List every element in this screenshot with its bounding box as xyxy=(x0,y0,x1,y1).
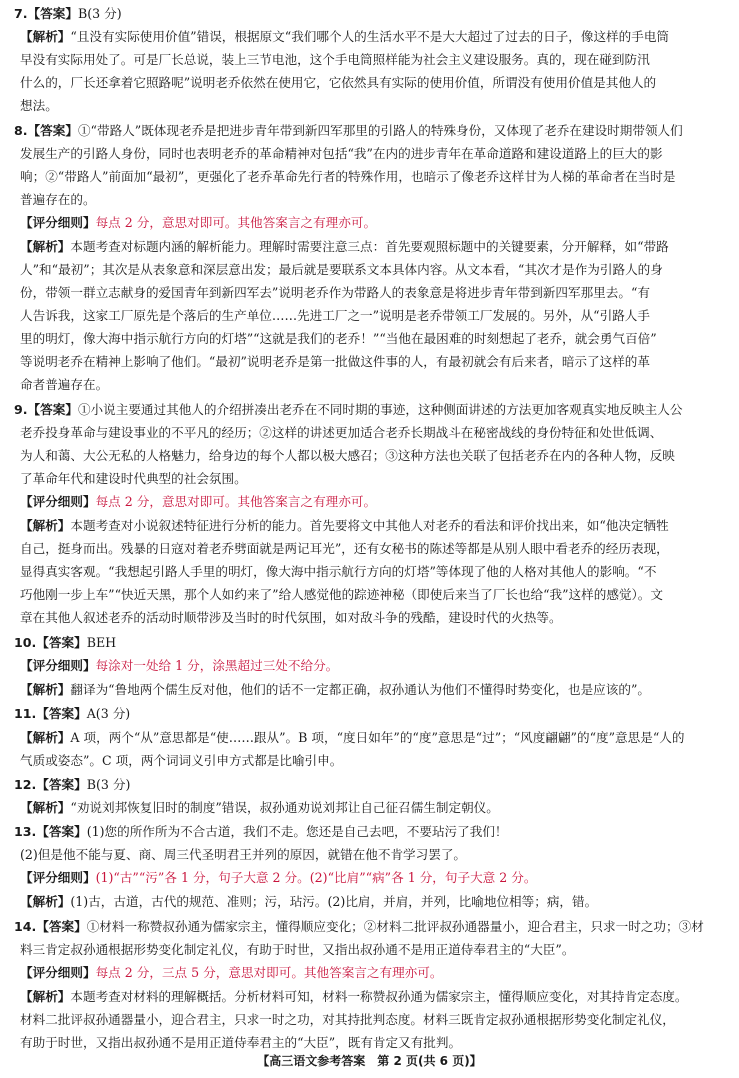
text-line xyxy=(0,750,739,772)
text-line xyxy=(0,679,739,701)
body-text: 人告诉我，这家工厂原先是个落后的生产单位……先进工厂之一”说明是老乔带领工厂发展的。另外，从“引路人手 xyxy=(20,308,650,323)
text-line xyxy=(0,891,739,913)
text-line xyxy=(0,143,739,165)
body-text: 老乔投身革命与建设事业的不平凡的经历；②这样的讲述更加适合老乔长期战斗在秘密战线的身份特征和处世低调、 xyxy=(20,425,663,440)
text-line xyxy=(0,703,739,725)
section-label: 【评分细则】 xyxy=(20,494,96,509)
scoring-rule-text: 每点 2 分，三点 5 分，意思对即可。其他答案言之有理亦可。 xyxy=(95,965,443,980)
body-text: 人”和“最初”；其次是从表象意和深层意出发；最后就是要联系文本具体内容。从文本看，“其次才是作为引路人的身 xyxy=(20,262,663,277)
body-text: “且没有实际使用价值”错误，根据原文“我们哪个人的生活水平不是大大超过了过去的日子，像这样的手电筒 xyxy=(70,29,670,44)
body-text: B(3 分) xyxy=(77,6,122,21)
scoring-rule-text: 每涂对一处给 1 分，涂黑超过三处不给分。 xyxy=(95,658,339,673)
body-text: (1)古，古道，古代的规范、准则；污，玷污。(2)比肩，并肩，并列，比喻地位相等；病，错。 xyxy=(70,894,598,909)
body-text: 自己，挺身而出。残暴的日寇对着老乔劈面就是两记耳光”，还有女秘书的陈述等都是从别人眼中看老乔的经历表现， xyxy=(20,541,669,556)
section-label: 8.【答案】 xyxy=(14,123,78,138)
section-label: 14.【答案】 xyxy=(14,919,87,934)
section-label: 7.【答案】 xyxy=(14,6,78,21)
body-text: 材料二批评叔孙通器量小，迎合君主，只求一时之功，对其持批判态度。材料三既肯定叔孙通根据形势变化制定礼仪， xyxy=(20,1012,675,1027)
body-text: 早没有实际用处了。可是厂长总说，装上三节电池，这个手电筒照样能为社会主义建设服务。真的，现在碰到防汛 xyxy=(20,52,650,67)
scoring-rule-text: (1)“古”“污”各 1 分，句子大意 2 分。(2)“比肩”“病”各 1 分，句子大意 2 分。 xyxy=(95,870,537,885)
body-text: BEH xyxy=(86,635,117,650)
text-line xyxy=(0,399,739,421)
body-text: 气质或姿态”。C 项，两个词词义引申方式都是比喻引申。 xyxy=(20,753,343,768)
text-line xyxy=(0,867,739,889)
body-text: 巧他刚一步上车”“快近天黑，那个人如约来了”给人感觉他的踪迹神秘（即使后来当了厂长也给“我”这样的感觉）。文 xyxy=(20,587,663,602)
body-text: 显得真实客观。“我想起引路人手里的明灯，像大海中指示航行方向的灯塔”等体现了他的人格对其他人的影响。“不 xyxy=(20,564,657,579)
body-text: 本题考查对标题内涵的解析能力。理解时需要注意三点：首先要观照标题中的关键要素，分开解释，如“带路 xyxy=(70,239,669,254)
body-text: 了革命年代和建设时代典型的社会氛围。 xyxy=(20,471,247,486)
text-line xyxy=(0,797,739,819)
text-line xyxy=(0,515,739,537)
text-line xyxy=(0,584,739,606)
section-label: 【评分细则】 xyxy=(20,658,96,673)
section-label: 11.【答案】 xyxy=(14,706,87,721)
text-line xyxy=(0,445,739,467)
body-text: 命者普遍存在。 xyxy=(20,377,109,392)
scoring-rule-text: 每点 2 分，意思对即可。其他答案言之有理亦可。 xyxy=(95,215,377,230)
text-line xyxy=(0,236,739,258)
text-line xyxy=(0,305,739,327)
section-label: 【解析】 xyxy=(20,29,71,44)
body-text: (2)但是他不能与夏、商、周三代圣明君王并列的原因，就错在他不肯学习罢了。 xyxy=(20,847,467,862)
section-label: 9.【答案】 xyxy=(14,402,78,417)
text-line xyxy=(0,49,739,71)
section-label: 【解析】 xyxy=(20,800,71,815)
body-text: 想法。 xyxy=(20,98,58,113)
section-label: 【解析】 xyxy=(20,239,71,254)
text-line xyxy=(0,212,739,234)
body-text: 里的明灯，像大海中指示航行方向的灯塔”“这就是我们的老乔！”“当他在最困难的时刻想起了老乔，就会勇气百倍” xyxy=(20,331,657,346)
section-label: 【评分细则】 xyxy=(20,215,96,230)
body-text: 料三肯定叔孙通根据形势变化制定礼仪，有助于时世，又指出叔孙通不是用正道侍奉君主的“大臣”。 xyxy=(20,942,575,957)
section-label: 【解析】 xyxy=(20,682,71,697)
section-label: 10.【答案】 xyxy=(14,635,87,650)
text-line xyxy=(0,468,739,490)
text-line xyxy=(0,422,739,444)
text-line xyxy=(0,189,739,211)
section-label: 12.【答案】 xyxy=(14,777,87,792)
body-text: 普遍存在的。 xyxy=(20,192,96,207)
section-label: 【解析】 xyxy=(20,894,71,909)
section-label: 【解析】 xyxy=(20,518,71,533)
page-footer: 【高三语文参考答案 第 2 页(共 6 页)】 xyxy=(257,1054,482,1068)
body-text: 翻译为“鲁地两个儒生反对他，他们的话不一定都正确，叔孙通认为他们不懂得时势变化，也是应该的”。 xyxy=(70,682,650,697)
body-text: “劝说刘邦恢复旧时的制度”错误，叔孙通劝说刘邦让自己征召儒生制定朝仪。 xyxy=(70,800,499,815)
text-line xyxy=(0,259,739,281)
text-line xyxy=(0,3,739,25)
text-line xyxy=(0,655,739,677)
text-line xyxy=(0,774,739,796)
scoring-rule-text: 每点 2 分，意思对即可。其他答案言之有理亦可。 xyxy=(95,494,377,509)
text-line xyxy=(0,916,739,938)
text-line xyxy=(0,962,739,984)
text-line xyxy=(0,538,739,560)
text-line xyxy=(0,939,739,961)
body-text: 发展生产的引路人身份，同时也表明老乔的革命精神对包括“我”在内的进步青年在革命道路和建设道路上的巨大的影 xyxy=(20,146,663,161)
text-line xyxy=(0,72,739,94)
body-text: 为人和蔼、大公无私的人格魅力，给身边的每个人都以极大感召；③这种方法也关联了包括老乔在内的各种人物，反映 xyxy=(20,448,675,463)
text-line xyxy=(0,844,739,866)
section-label: 13.【答案】 xyxy=(14,824,87,839)
body-text: 本题考查对材料的理解概括。分析材料可知，材料一称赞叔孙通为儒家宗主，懂得顺应变化，对其持肯定态度。 xyxy=(70,989,688,1004)
text-line xyxy=(0,351,739,373)
body-text: 什么的，厂长还拿着它照路呢”说明老乔依然在使用它，它依然具有实际的使用价值，所谓没有使用价值是其他人的 xyxy=(20,75,657,90)
text-line xyxy=(0,374,739,396)
text-line xyxy=(0,632,739,654)
text-line xyxy=(0,491,739,513)
text-line xyxy=(0,166,739,188)
text-line xyxy=(0,328,739,350)
text-line xyxy=(0,607,739,629)
section-label: 【解析】 xyxy=(20,730,71,745)
text-line xyxy=(0,95,739,117)
body-text: B(3 分) xyxy=(86,777,131,792)
text-line xyxy=(0,120,739,142)
body-text: 本题考查对小说叙述特征进行分析的能力。首先要将文中其他人对老乔的看法和评价找出来，如“他决定牺牲 xyxy=(70,518,669,533)
text-line xyxy=(0,1032,739,1054)
section-label: 【解析】 xyxy=(20,989,71,1004)
body-text: ①材料一称赞叔孙通为儒家宗主，懂得顺应变化；②材料二批评叔孙通器量小，迎合君主，只求一时之功；③材 xyxy=(86,919,704,934)
body-text: 有助于时世，又指出叔孙通不是用正道侍奉君主的“大臣”，既有肯定又有批判。 xyxy=(20,1035,462,1050)
section-label: 【评分细则】 xyxy=(20,965,96,980)
body-text: 响；②“带路人”前面加“最初”，更强化了老乔革命先行者的特殊作用，也暗示了像老乔这样甘为人梯的革命者在当时是 xyxy=(20,169,676,184)
body-text: A 项，两个“从”意思都是“使……跟从”。B 项，“度日如年”的“度”意思是“过”；“风度翩翩”的“度”意思是“人的 xyxy=(70,730,685,745)
body-text: ①小说主要通过其他人的介绍拼凑出老乔在不同时期的事迹，这种侧面讲述的方法更加客观真实地反映主人公 xyxy=(77,402,683,417)
body-text: A(3 分) xyxy=(86,706,131,721)
body-text: 份，带领一群立志献身的爱国青年到新四军去”说明老乔作为带路人的表象意是将进步青年带到新四军那里去。“有 xyxy=(20,285,650,300)
body-text: ①“带路人”既体现老乔是把进步青年带到新四军那里的引路人的特殊身份，又体现了老乔在建设时期带领人们 xyxy=(77,123,683,138)
text-line xyxy=(0,821,739,843)
text-line xyxy=(0,561,739,583)
text-line xyxy=(0,1009,739,1031)
body-text: 章在其他人叙述老乔的活动时顺带涉及当时的时代氛围，如对敌斗争的残酷，建设时代的火热等。 xyxy=(20,610,562,625)
text-line xyxy=(0,282,739,304)
section-label: 【评分细则】 xyxy=(20,870,96,885)
text-line xyxy=(0,986,739,1008)
body-text: 等说明老乔在精神上影响了他们。“最初”说明老乔是第一批做这件事的人，有最初就会有后来者，暗示了这样的革 xyxy=(20,354,650,369)
body-text: (1)您的所作所为不合古道，我们不走。您还是自己去吧，不要玷污了我们！ xyxy=(86,824,508,839)
text-line xyxy=(0,727,739,749)
text-line xyxy=(0,26,739,48)
